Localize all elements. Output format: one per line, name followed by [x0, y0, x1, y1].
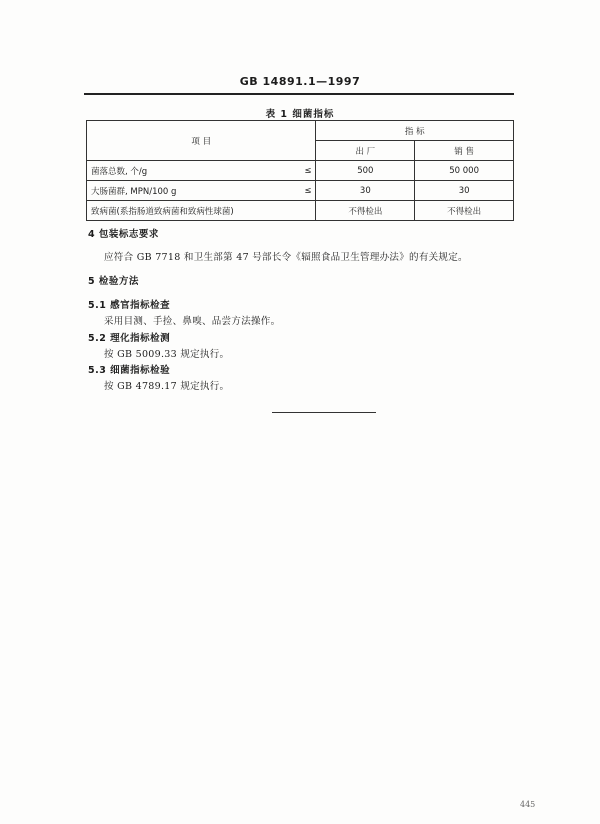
section-5-1-title: 5.1 感官指标检查 — [88, 300, 171, 311]
section-5-2-title: 5.2 理化指标检测 — [88, 333, 171, 344]
section-5-title: 5 检验方法 — [88, 276, 139, 287]
section-4-body: 应符合 GB 7718 和卫生部第 47 号部长令《辐照食品卫生管理办法》的有关规定。 — [104, 252, 468, 263]
header-sales: 销 售 — [415, 141, 514, 161]
header-rule — [84, 93, 514, 95]
row-sales-value: 30 — [415, 181, 514, 201]
table-row — [87, 201, 514, 221]
table-row — [87, 181, 514, 201]
row-factory-value: 不得检出 — [316, 201, 415, 221]
row-operator: ≤ — [304, 185, 312, 196]
row-operator: ≤ — [304, 165, 312, 176]
header-item: 项 目 — [87, 121, 316, 161]
bacteria-indicator-table — [86, 120, 514, 221]
row-item-label: 大肠菌群, MPN/100 g — [91, 186, 177, 197]
header-indicator: 指 标 — [316, 121, 514, 141]
section-5-1-body: 采用目测、手捡、鼻嗅、品尝方法操作。 — [104, 316, 281, 327]
row-item-label: 致病菌(系指肠道致病菌和致病性球菌) — [91, 206, 234, 217]
row-sales-value: 不得检出 — [415, 201, 514, 221]
section-5-2-body: 按 GB 5009.33 规定执行。 — [104, 349, 230, 360]
end-of-text-rule — [272, 412, 376, 413]
row-sales-value: 50 000 — [415, 161, 514, 181]
table-row — [87, 161, 514, 181]
table-caption: 表 1 细菌指标 — [265, 109, 335, 120]
row-factory-value: 30 — [316, 181, 415, 201]
section-5-3-title: 5.3 细菌指标检验 — [88, 365, 171, 376]
section-5-3-body: 按 GB 4789.17 规定执行。 — [104, 381, 230, 392]
page-number: 445 — [520, 800, 536, 809]
section-4-title: 4 包装标志要求 — [88, 229, 159, 240]
row-factory-value: 500 — [316, 161, 415, 181]
standard-number-header: GB 14891.1—1997 — [239, 75, 361, 88]
row-item-label: 菌落总数, 个/g — [91, 166, 148, 177]
header-factory: 出 厂 — [316, 141, 415, 161]
